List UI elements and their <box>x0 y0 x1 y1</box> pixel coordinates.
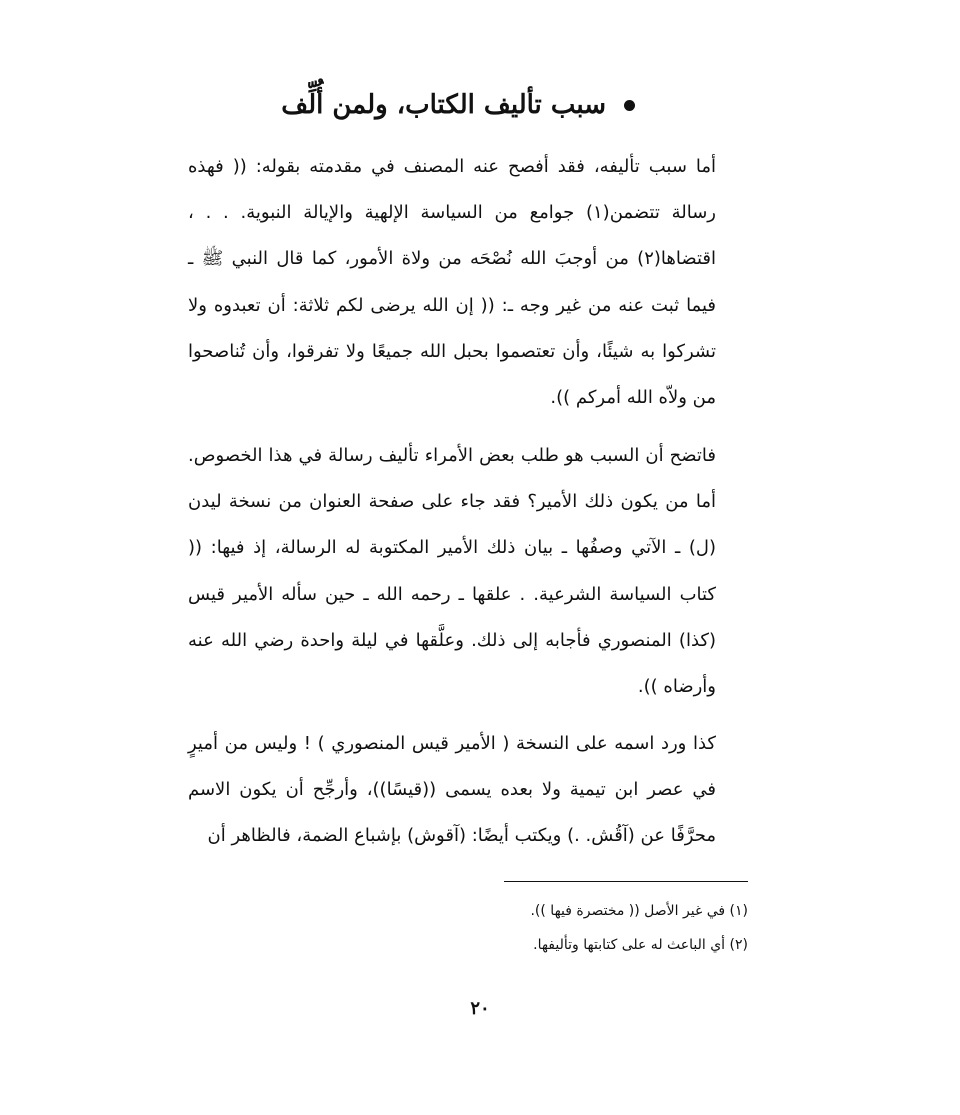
paragraph-2-text: فاتضح أن السبب هو طلب بعض الأمراء تأليف رسالة في هذا الخصوص. أما من يكون ذلك الأمير؟ فقد جاء على صفحة العنوان من نسخة ليدن (ل) ـ الآتي وصفُها ـ بيان ذلك الأمير المكتوبة له الرسالة، إذ فيها: (( كتاب السياسة الشرعية. . علقها ـ رحمه الله ـ حين سأله الأمير قيس (كذا) المنصوري فأجابه إلى ذلك. وعلَّقها في ليلة واحدة رضي الله عنه وأرضاه )). <box>188 445 716 698</box>
bullet-icon <box>624 100 635 111</box>
page-number: ٢٠ <box>470 998 490 1019</box>
section-heading-text: سبب تأليف الكتاب، ولمن أُلِّف <box>281 90 606 120</box>
footnote-1: (١) في غير الأصل (( مختصرة فيها )). <box>530 903 748 919</box>
paragraph-3-text: كذا ورد اسمه على النسخة ( الأمير قيس المنصوري ) ! وليس من أميرٍ في عصر ابن تيمية ولا بعده يسمى ((قيسًا))، وأرجِّح أن يكون الاسم محرَّفًا عن (آقُش. .) ويكتب أيضًا: (آقوش) بإشباع الضمة، فالظاهر أن <box>188 733 716 847</box>
section-heading <box>215 80 635 130</box>
paragraph-1 <box>188 144 748 421</box>
paragraph-2 <box>188 433 748 710</box>
footnotes <box>188 894 748 962</box>
paragraph-3 <box>188 721 748 860</box>
footnote-2: (٢) أي الباعث له على كتابتها وتأليفها. <box>533 937 748 953</box>
footnote-divider <box>504 881 748 882</box>
paragraph-1-text: أما سبب تأليفه، فقد أفصح عنه المصنف في مقدمته بقوله: (( فهذه رسالة تتضمن(١) جوامع من السياسة الإلهية والإيالة النبوية. . . ، اقتضاها(٢) من أوجبَ الله نُصْحَه من ولاة الأمور، كما قال النبي ﷺ ـ فيما ثبت عنه من غير وجه ـ: (( إن الله يرضى لكم ثلاثة: أن تعبدوه ولا تشركوا به شيئًا، وأن تعتصموا بحبل الله جميعًا ولا تفرقوا، وأن تُناصحوا من ولاّه الله أمركم )). <box>188 156 717 409</box>
